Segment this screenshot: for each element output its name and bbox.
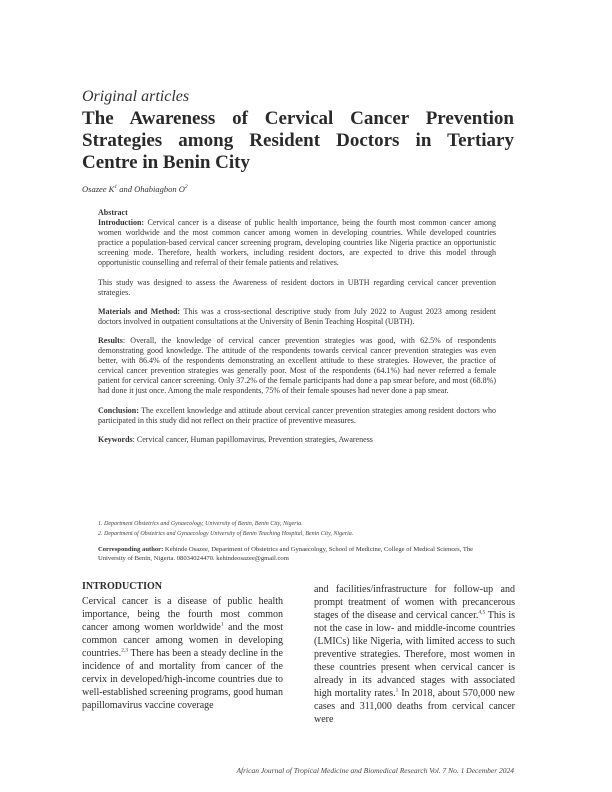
affiliation-2: 2. Department of Obstetrics and Gynaecology University of Benin Teaching Hospital, Benin City, Nigeria. xyxy=(98,531,354,537)
intro-text-4: and facilities/infrastructure for follow-up and prompt treatment of women with precancerous stages of the disease and cervical cancer. xyxy=(314,584,515,621)
abstract-heading: Abstract xyxy=(98,208,128,217)
author-2-affil-sup: 2 xyxy=(184,184,188,191)
abstract-conclusion-label: Conclusion: xyxy=(98,405,139,415)
abstract-results-label: Results xyxy=(98,335,123,345)
intro-text-5: This is not the case in low- and middle-income countries (LMICs) like Nigeria, with limited access to such preventive strategies. Therefore, most women in these countries present when cervical cancer is already in its advanced stages with associated high mortality rates. xyxy=(314,610,515,699)
introduction-right-column xyxy=(314,583,515,726)
article-title: The Awareness of Cervical Cancer Prevention Strategies among Resident Doctors in Tertiary Centre in Benin City xyxy=(82,108,514,173)
citation-sup: 1 xyxy=(395,687,399,694)
author-1-affil-sup: 1 xyxy=(114,184,118,191)
section-label: Original articles xyxy=(82,88,190,105)
abstract-keywords xyxy=(98,435,496,445)
affiliation-1: 1. Department Obstetrics and Gynaecology, University of Benin, Benin City, Nigeria. xyxy=(98,521,303,527)
intro-text-3: There has been a steady decline in the incidence of and mortality from cancer of the cervix in developed/high-income countries due to well-established screening programs, good human papillomavirus vaccine coverage xyxy=(82,648,283,711)
intro-text-2: and the most common cancer among women in developing countries. xyxy=(82,622,283,659)
introduction-left-column xyxy=(82,580,283,712)
citation-sup: 4,5 xyxy=(478,609,486,616)
abstract-conclusion xyxy=(98,406,496,426)
abstract-introduction-label: Introduction: xyxy=(98,218,145,228)
abstract-results xyxy=(98,336,496,397)
abstract-methods xyxy=(98,307,496,327)
abstract-introduction-text: Cervical cancer is a disease of public health importance, being the fourth most common cancer among women worldwide and the most common cancer among women in developing countries. While developed countries practice a population-based cervical cancer screening program, developing countries like Nigeria practice an opportunistic screening mode. Therefore, health workers, including resident doctors, are expected to drive this model through opportunistic counselling and referral of their female patients and relatives. xyxy=(98,218,496,268)
abstract-conclusion-text: The excellent knowledge and attitude about cervical cancer prevention strategies among resident doctors who participated in this study did not reflect on their practice of preventive measures. xyxy=(98,405,496,425)
author-2: and Ohabiagbon O xyxy=(117,184,185,194)
abstract-results-text: : Overall, the knowledge of cervical cancer prevention strategies was good, with 62.5% of respondents demonstrating good knowledge. The attitude of the respondents towards cervical cancer prevention strategies was even better, with 86.4% of the respondents demonstrating an excellent attitude to these strategies. However, the practice of cervical cancer prevention strategies was generally poor. Most of the respondents (64.1%) had never referred a female patient for cervical cancer screening. Only 37.2% of the female participants had done a pap smear before, and most (68.8%) had done it just once. Among the male respondents, 75% of their female spouses had never done a pap smear. xyxy=(98,335,496,396)
abstract-methods-label: Materials and Method: xyxy=(98,306,181,316)
corresponding-author-label: Corresponding author: xyxy=(98,546,164,553)
abstract-introduction xyxy=(98,218,496,268)
keywords-label: Keywords xyxy=(98,434,133,444)
abstract-aim: This study was designed to assess the Awareness of resident doctors in UBTH regarding cervical cancer prevention strategies. xyxy=(98,277,496,297)
keywords-text: : Cervical cancer, Human papillomavirus, Prevention strategies, Awareness xyxy=(132,434,373,444)
affiliations xyxy=(98,519,496,539)
abstract xyxy=(98,208,496,454)
introduction-heading: INTRODUCTION xyxy=(82,581,163,592)
intro-text-1: Cervical cancer is a disease of public health importance, being the fourth most common cancer among women worldwide xyxy=(82,596,283,633)
journal-footer: African Journal of Tropical Medicine and Biomedical Research Vol. 7 No. 1 December 2024 xyxy=(236,766,514,775)
abstract-methods-text: This was a cross-sectional descriptive study from July 2022 to August 2023 among resident doctors involved in outpatient consultations at the University of Benin Teaching Hospital (UBTH). xyxy=(98,306,497,326)
citation-sup: 1 xyxy=(220,621,224,628)
corresponding-author-text: Kehinde Osazee, Department of Obstetrics and Gynaecology, School of Medicine, College of Medical Sciences, The University of Benin, Nigeria. 08034024470. kehindeosazee@gmail.com xyxy=(98,546,474,562)
citation-sup: 2,3 xyxy=(121,647,129,654)
intro-text-6: In 2018, about 570,000 new cases and 311,000 deaths from cervical cancer were xyxy=(314,688,515,725)
author-1: Osazee K xyxy=(82,184,115,194)
author-line xyxy=(82,184,188,194)
corresponding-author xyxy=(98,545,496,563)
